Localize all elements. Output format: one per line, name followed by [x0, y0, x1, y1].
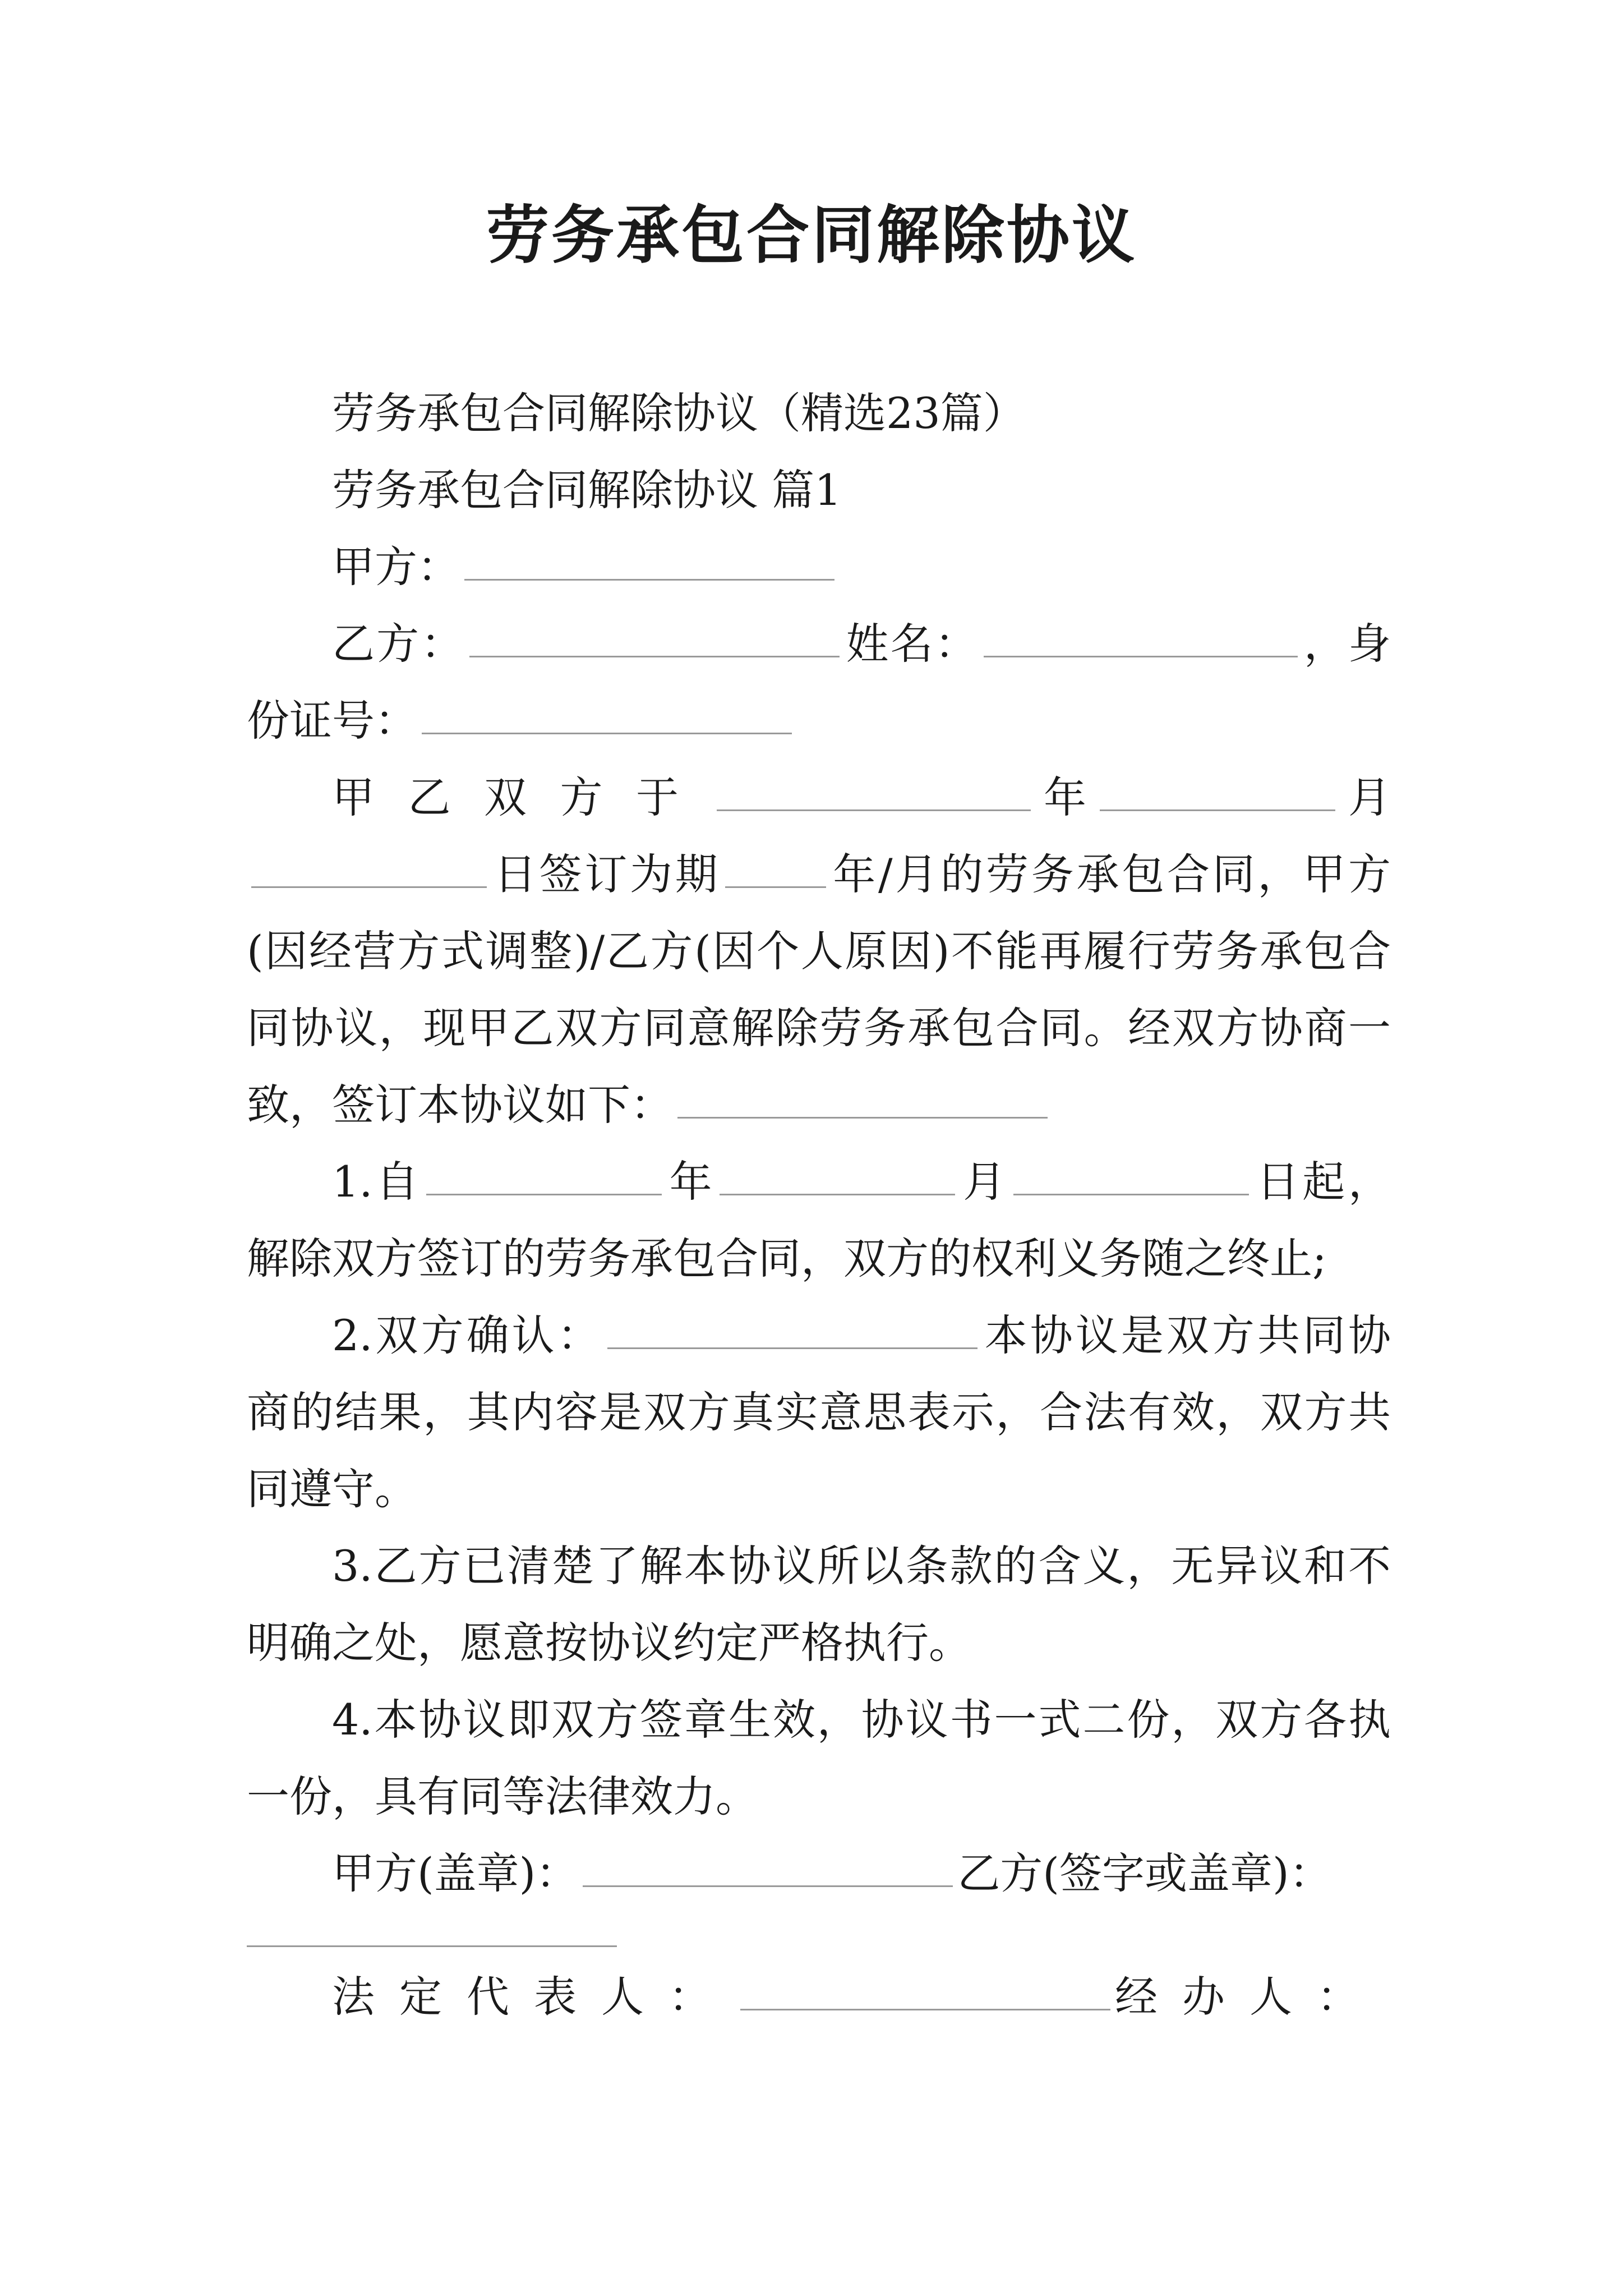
representative-line: [247, 1958, 1391, 2035]
party-a-line: [247, 528, 1391, 605]
clause-1-start: 1.自: [332, 1157, 422, 1207]
clause-1-end: 日起，解除双方签订的劳务承包合同，双方的权利义务随之终止;: [247, 1157, 1391, 1283]
party-b-label: 乙方：: [332, 619, 465, 669]
sign-b-label: 乙方(签字或盖章)：: [957, 1848, 1332, 1898]
clause-1-day-blank[interactable]: [1013, 1191, 1249, 1195]
id-label: ，身份证号：: [247, 619, 1391, 746]
document-title: 劳务承包合同解除协议: [486, 199, 1137, 272]
name-blank[interactable]: [984, 654, 1298, 657]
clause-4: 4.本协议即双方签章生效，协议书一式二份，双方各执一份，具有同等法律效力。: [247, 1695, 1391, 1821]
sign-a-blank[interactable]: [583, 1883, 953, 1887]
handler-label: 经办人：: [1115, 1972, 1384, 2022]
intro-year: 年: [1035, 772, 1095, 822]
intro-text-3: 年/月的劳务承包合同，甲方(因经营方式调整)/乙方(因个人原因)不能再履行劳务承包合同协议，现甲乙双方同意解除劳务承包合同。经双方协商一致，签订本协议如下：: [247, 849, 1391, 1130]
intro-text-2: 日签订为期: [491, 849, 721, 899]
section-heading: 劳务承包合同解除协议 篇1: [332, 465, 842, 515]
party-a-label: 甲方：: [332, 542, 460, 592]
intro-term-blank[interactable]: [725, 884, 826, 888]
clause-3: 3.乙方已清楚了解本协议所以条款的含义，无异议和不明确之处，愿意按协议约定严格执行。: [247, 1541, 1391, 1668]
party-b-blank[interactable]: [469, 654, 840, 657]
signature-line: [247, 1835, 1391, 1912]
subtitle: 劳务承包合同解除协议（精选23篇）: [332, 388, 1026, 438]
clause-2-end: 本协议是双方共同协商的结果，其内容是双方真实意思表示，合法有效，双方共同遵守。: [247, 1310, 1391, 1514]
intro-day-blank[interactable]: [251, 884, 487, 888]
intro-month: 月: [1339, 772, 1391, 822]
legal-rep-label: 法定代表人：: [332, 1972, 736, 2022]
party-a-blank[interactable]: [464, 577, 834, 581]
clause-1-month-blank[interactable]: [720, 1191, 955, 1195]
clause-2-blank[interactable]: [607, 1345, 978, 1349]
intro-year-blank[interactable]: [717, 807, 1031, 811]
name-label: 姓名：: [844, 619, 979, 669]
clause-1-year: 年: [666, 1157, 716, 1207]
document-body: [247, 375, 1391, 2035]
sign-a-label: 甲方(盖章)：: [332, 1848, 579, 1898]
intro-paragraph: [247, 759, 1391, 1143]
clause-1-month: 月: [960, 1157, 1009, 1207]
clause-1: [247, 1143, 1391, 1297]
party-b-line: [247, 605, 1391, 759]
clause-1-year-blank[interactable]: [426, 1191, 662, 1195]
intro-end-blank[interactable]: [677, 1115, 1048, 1119]
intro-text-1: 甲乙双方于: [332, 772, 712, 822]
sign-b-blank[interactable]: [247, 1945, 617, 1947]
intro-month-blank[interactable]: [1100, 807, 1335, 811]
clause-2-start: 2.双方确认：: [332, 1310, 603, 1360]
id-blank[interactable]: [422, 730, 792, 734]
legal-rep-blank[interactable]: [740, 2007, 1110, 2010]
clause-2: [247, 1297, 1391, 1527]
